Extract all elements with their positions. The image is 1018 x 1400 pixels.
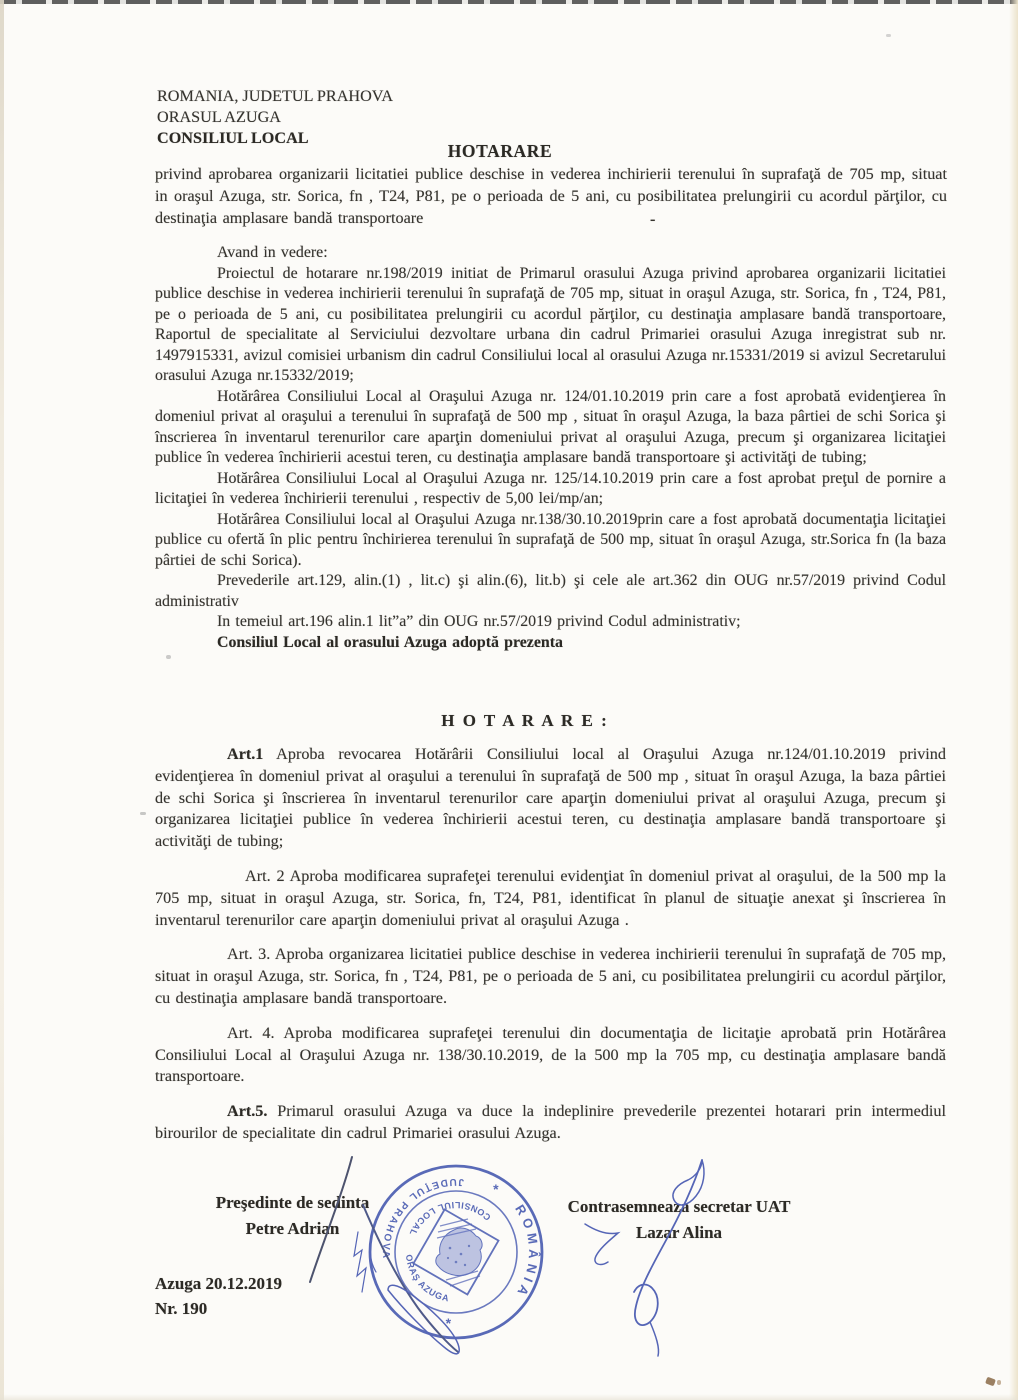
- article-1: [155, 744, 946, 853]
- scan-speck: [166, 655, 171, 659]
- article-1-label: Art.1: [227, 745, 264, 763]
- adoption-line: Consiliul Local al orasului Azuga adoptă prezenta: [217, 633, 563, 651]
- article-4: [155, 1023, 946, 1088]
- issue-block: [155, 1272, 282, 1321]
- header-city: ORASUL AZUGA: [157, 107, 281, 126]
- scan-edge-bottom: [0, 1394, 1018, 1400]
- decision-heading: H O T A R A R E :: [441, 711, 609, 730]
- preamble-section: [155, 243, 946, 653]
- scan-edge-left: [0, 0, 4, 1400]
- scan-speck: [886, 34, 891, 37]
- articles-section: [155, 744, 946, 1158]
- scan-edge-top: [0, 0, 1018, 4]
- recital-hcl-138: Hotărârea Consiliului local al Oraşului Azuga nr.138/30.10.2019prin care a fost aprobată documentaţia licitaţiei publice cu ofertă în plic pentru închirierea terenului în suprafaţă de 500 mp, situat în oraşul Azuga, str.Sorica fn (la baza pârtiei de schi Sorica).: [155, 510, 946, 569]
- stamp-star-icon: *: [493, 1181, 499, 1197]
- legal-basis-line: In temeiul art.196 alin.1 lit”a” din OUG nr.57/2019 privind Codul administrativ;: [217, 613, 741, 630]
- article-5-text: Primarul orasului Azuga va duce la indeplinire prevederile prezentei hotarari prin intermediul birourilor de specialitate din cadrul Primariei orasului Azuga.: [155, 1102, 947, 1142]
- recital-project: Proiectul de hotarare nr.198/2019 initiat de Primarul orasului Azuga privind aprobarea organizarii licitatiei publice deschise in vederea inchirierii terenului în suprafaţă de 705 mp, situat in oraşul Azuga, str. Sorica, fn , T24, P81, pe o perioada de 5 ani, cu posibilitatea prelungirii cu acordul părţilor, cu destinaţia amplasare bandă transportoare, Raportul de specialitate al Serviciului dezvoltare urbana din cadrul Primariei orasului Azuga inregistrat sub nr. 1497915331, avizul comisiei urbanism din cadrul Consiliului local al orasului Azuga nr.15331/2019 si avizul Secretarului orasului Azuga nr.15332/2019;: [155, 264, 946, 384]
- article-2-label: Art. 2: [245, 866, 285, 885]
- header-institution: CONSILIUL LOCAL: [157, 128, 309, 147]
- recital-hcl-124: Hotărârea Consiliului Local al Oraşului Azuga nr. 124/01.10.2019 prin care a fost aprobată evidenţierea în domeniul privat al oraşului a terenului în suprafaţă de 500 mp , situat în oraşul Azuga, la baza pârtiei de schi Sorica şi înscrierea în inventarul terenurilor care aparţin domeniului privat al oraşului Azuga, precum şi organizarea licitaţiei publice în vederea închirierii acestui teren, cu destinaţia amplasare bandă transportoare şi activităţi de tubing;: [155, 387, 946, 466]
- scan-speck: [997, 1380, 1001, 1385]
- scan-edge-right: [1009, 0, 1018, 1400]
- secretary-signature-ink: [585, 1160, 704, 1356]
- stamp-council-text: CONSILIUL LOCAL: [407, 1199, 493, 1238]
- stamp-city-text: ORAŞ AZUGA: [403, 1253, 451, 1304]
- article-3-text: Aproba organizarea licitatiei publice deschise in vederea inchirierii terenului în suprafaţă de 705 mp, situat in oraşul Azuga, str. Sorica, fn , T24, P81, pe o perioada de 5 ani, cu posibilitatea prelungirii cu acordul părţilor, cu destinaţia amplasare bandă transportoare.: [155, 945, 947, 1007]
- article-3-label: Art. 3.: [227, 945, 271, 964]
- recital-hcl-125: Hotărârea Consiliului Local al Oraşului Azuga nr. 125/14.10.2019 prin care a fost aprobat preţul de pornire a licitaţiei în vederea închirierii terenului , respectiv de 5,00 lei/mp/an;: [155, 469, 946, 507]
- secretary-signature-block: [548, 1194, 810, 1246]
- president-name: Petre Adrian: [245, 1219, 340, 1238]
- article-5-label: Art.5.: [227, 1102, 268, 1121]
- document-header: [157, 86, 393, 148]
- council-round-stamp: [366, 1162, 546, 1342]
- article-2: [155, 866, 946, 931]
- article-1-text: Aproba revocarea Hotărârii Consiliului local al Oraşului Azuga nr.124/01.10.2019 privind evidenţierea în domeniul privat al oraşului a terenului în suprafaţă de 500 mp , situat în oraşul Azuga, la baza pârtiei de schi Sorica şi înscrierea în inventarul terenurilor care aparţin domeniului privat al oraşului Azuga, precum şi organizarea licitaţiei publice în vederea închirierii acestui teren, cu destinaţia amplasare bandă transportoare şi activităţi de tubing;: [155, 745, 946, 851]
- stray-dash-mark: -: [650, 210, 656, 228]
- stamp-country-text: ROMÂNIA: [512, 1201, 542, 1303]
- president-role: Preşedinte de sedinta: [215, 1193, 370, 1212]
- secretary-name: Lazar Alina: [635, 1223, 723, 1242]
- stamp-star-icon: *: [445, 1315, 452, 1331]
- article-5: [155, 1101, 946, 1145]
- scan-speck: [140, 812, 146, 815]
- issue-place-date: Azuga 20.12.2019: [155, 1274, 283, 1293]
- stamp-county-text: JUDEŢUL PRAHOVA: [379, 1175, 465, 1261]
- eagle-emblem-icon: [436, 1228, 482, 1276]
- document-subject: privind aprobarea organizarii licitatiei publice deschise in vederea inchirierii terenului în suprafaţă de 705 mp, situat in oraşul Azuga, str. Sorica, fn , T24, P81, pe o perioada de 5 ani, cu posibilitatea prelungirii cu acordul părţilor, cu destinaţia amplasare bandă transportoare: [155, 165, 947, 227]
- document-title: HOTARARE: [447, 141, 553, 161]
- header-country-county: ROMANIA, JUDETUL PRAHOVA: [157, 87, 394, 105]
- secretary-role: Contrasemneaza secretar UAT: [567, 1197, 791, 1216]
- article-3: [155, 944, 946, 1009]
- article-4-label: Art. 4.: [227, 1023, 275, 1042]
- article-2-text: Aproba modificarea suprafeţei terenului evidenţiat în domeniul privat al oraşului, de la 500 mp la 705 mp, situat in oraşul Azuga, str. Sorica, fn, T24, P81, identificat în planul de situaţie anexat şi înscrierea în inventarul terenurilor care aparţin domeniului privat al oraşului Azuga .: [155, 866, 946, 929]
- recital-legal-provisions: Prevederile art.129, alin.(1) , lit.c) şi alin.(6), lit.b) şi cele ale art.362 din OUG nr.57/2019 privind Codul administrativ: [155, 572, 946, 610]
- article-4-text: Aproba modificarea suprafeţei terenului din documentaţia de licitaţie aprobată prin Hotărârea Consiliului Local al Oraşului Azuga nr. 138/30.10.2019, de la 500 mp la 705 mp, cu destinaţia amplasare bandă transportoare.: [155, 1023, 947, 1086]
- scan-speck: [985, 1377, 996, 1387]
- issue-number: Nr. 190: [155, 1298, 208, 1318]
- preamble-heading: Avand in vedere:: [217, 244, 328, 261]
